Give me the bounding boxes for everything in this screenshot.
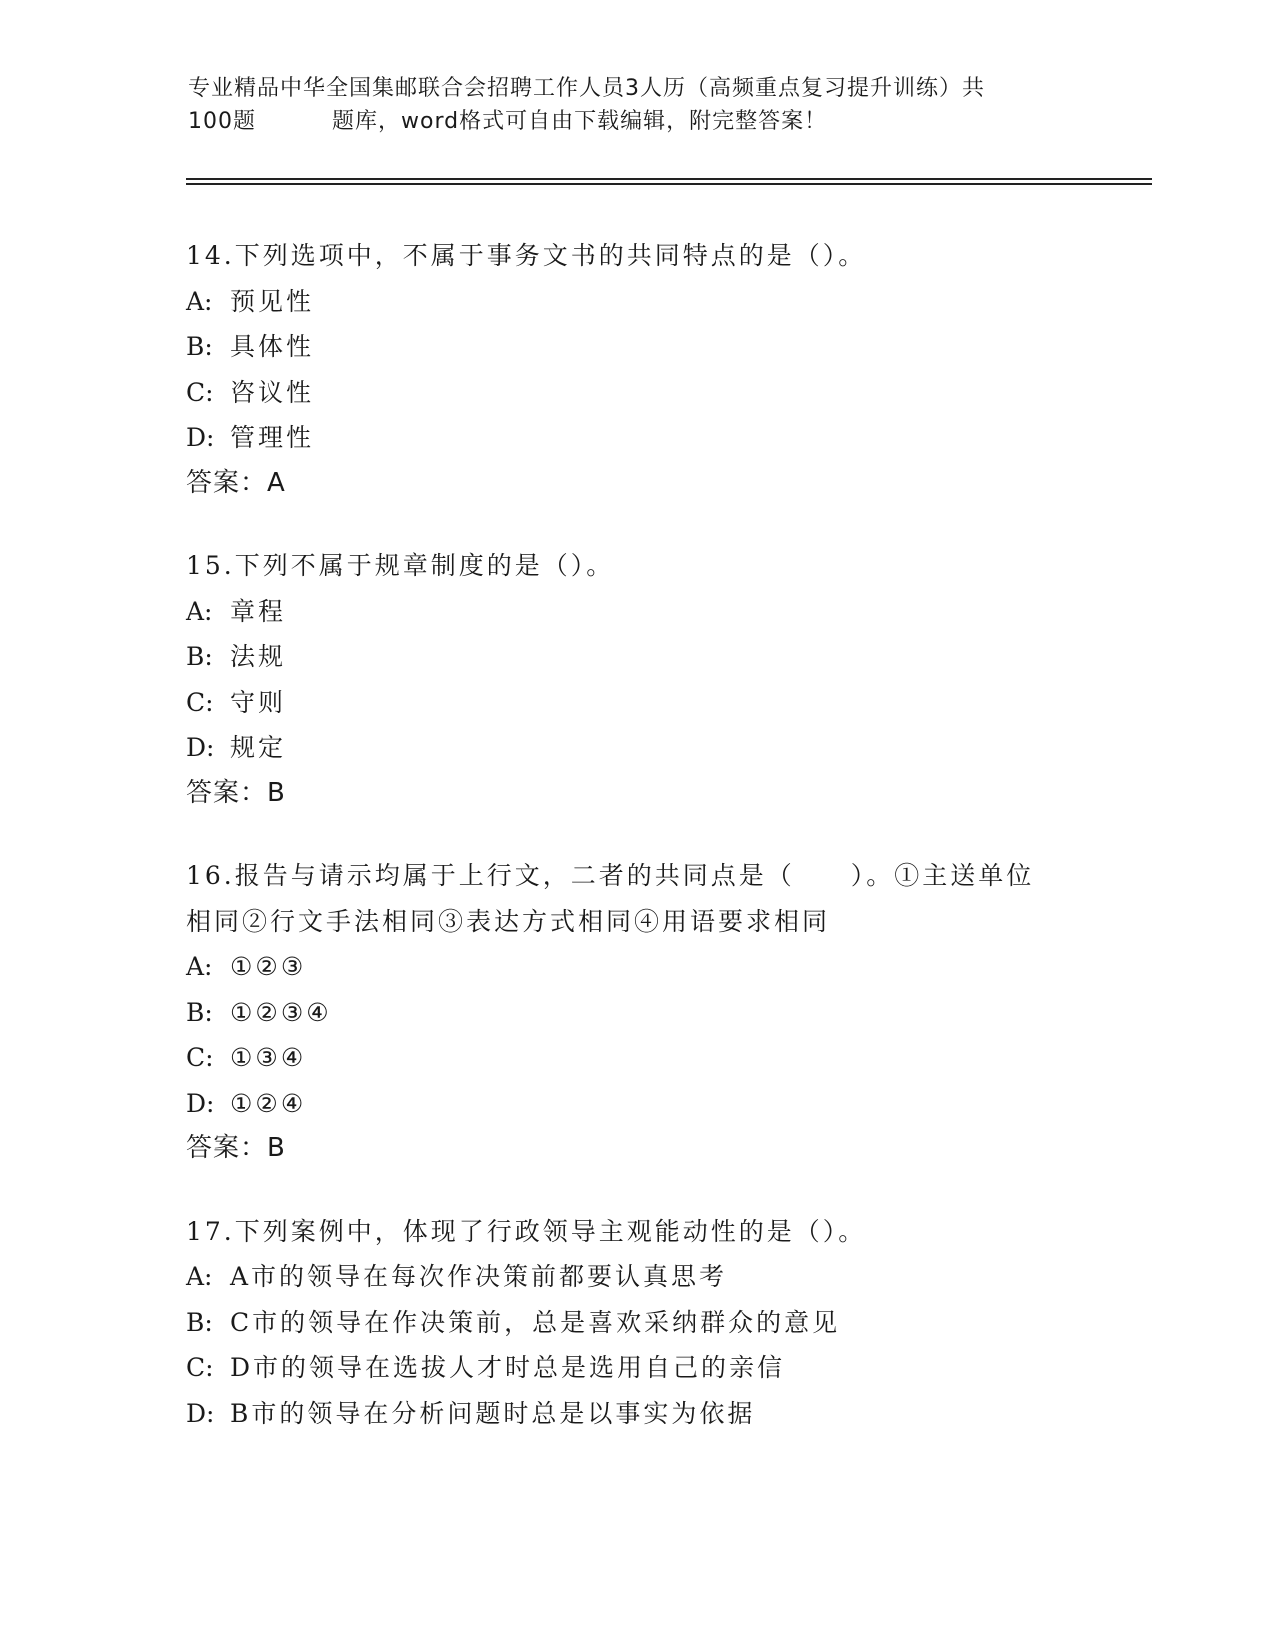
option-text: ①②④ xyxy=(230,1088,307,1118)
answer-option xyxy=(186,589,1086,635)
header-description: 题库，word格式可自由下载编辑，附完整答案！ xyxy=(332,109,828,134)
option-letter: C: xyxy=(186,1043,214,1072)
document-header xyxy=(188,72,1088,138)
answer-key: 答案：A xyxy=(186,467,286,498)
option-letter: A: xyxy=(186,596,213,626)
answer-option xyxy=(186,725,1086,771)
answer-option xyxy=(186,279,1086,325)
option-letter: C: xyxy=(186,1353,214,1382)
answer-key: 答案：B xyxy=(186,1133,286,1163)
answer-option xyxy=(186,634,1086,680)
question-block xyxy=(186,853,1086,1172)
answer-option xyxy=(186,324,1086,370)
option-letter: A: xyxy=(186,1262,213,1291)
question-stem: 相同②行文手法相同③表达方式相同④用语要求相同 xyxy=(186,906,831,936)
answer-option xyxy=(186,1391,1086,1437)
question-stem: 17.下列案例中，体现了行政领导主观能动性的是（）。 xyxy=(186,1216,867,1246)
answer-option xyxy=(186,1035,1086,1081)
question-stem: 14.下列选项中，不属于事务文书的共同特点的是（）。 xyxy=(186,241,867,270)
answer-key: 答案：B xyxy=(186,777,286,808)
header-title-line2 xyxy=(188,105,1088,138)
option-text: 预见性 xyxy=(230,286,315,316)
answer-option xyxy=(186,1300,1086,1346)
option-text: 咨议性 xyxy=(230,377,315,407)
option-text: 规定 xyxy=(230,733,287,762)
option-letter: B: xyxy=(186,332,213,361)
question-block xyxy=(186,543,1086,816)
option-letter: D: xyxy=(186,1088,215,1118)
question-stem: 16.报告与请示均属于上行文，二者的共同点是（ ）。①主送单位 xyxy=(186,861,1035,890)
option-text: D市的领导在选拔人才时总是选用自己的亲信 xyxy=(230,1353,786,1382)
question-block xyxy=(186,233,1086,506)
option-letter: B: xyxy=(186,642,213,671)
question-block xyxy=(186,1209,1086,1437)
option-letter: C: xyxy=(186,377,214,407)
header-divider-bottom xyxy=(186,183,1152,185)
option-text: ①②③ xyxy=(230,952,307,981)
header-title-line1: 专业精品中华全国集邮联合会招聘工作人员3人历（高频重点复习提升训练）共 xyxy=(188,76,985,101)
option-text: 具体性 xyxy=(230,332,315,361)
header-question-count: 100题 xyxy=(188,109,256,134)
option-letter: D: xyxy=(186,733,215,762)
option-text: C市的领导在作决策前，总是喜欢采纳群众的意见 xyxy=(230,1307,841,1337)
answer-option xyxy=(186,1345,1086,1391)
option-text: 章程 xyxy=(230,596,287,626)
answer-option xyxy=(186,415,1086,461)
question-stem: 15.下列不属于规章制度的是（）。 xyxy=(186,551,615,580)
answer-option xyxy=(186,680,1086,726)
option-letter: B: xyxy=(186,997,213,1027)
answer-option xyxy=(186,370,1086,416)
option-letter: D: xyxy=(186,1398,215,1428)
option-letter: D: xyxy=(186,423,215,452)
answer-option xyxy=(186,990,1086,1036)
option-text: B市的领导在分析问题时总是以事实为依据 xyxy=(230,1398,756,1428)
option-letter: C: xyxy=(186,687,214,717)
option-letter: A: xyxy=(186,286,213,316)
option-text: A市的领导在每次作决策前都要认真思考 xyxy=(230,1262,728,1291)
option-text: ①③④ xyxy=(230,1043,307,1072)
option-letter: A: xyxy=(186,952,213,981)
option-text: 管理性 xyxy=(230,423,315,452)
answer-option xyxy=(186,1081,1086,1127)
option-text: 法规 xyxy=(230,642,287,671)
option-letter: B: xyxy=(186,1307,213,1337)
question-list xyxy=(186,233,1086,1473)
answer-option xyxy=(186,944,1086,990)
option-text: ①②③④ xyxy=(230,997,332,1027)
header-divider-top xyxy=(186,178,1152,180)
option-text: 守则 xyxy=(230,687,287,717)
answer-option xyxy=(186,1254,1086,1300)
